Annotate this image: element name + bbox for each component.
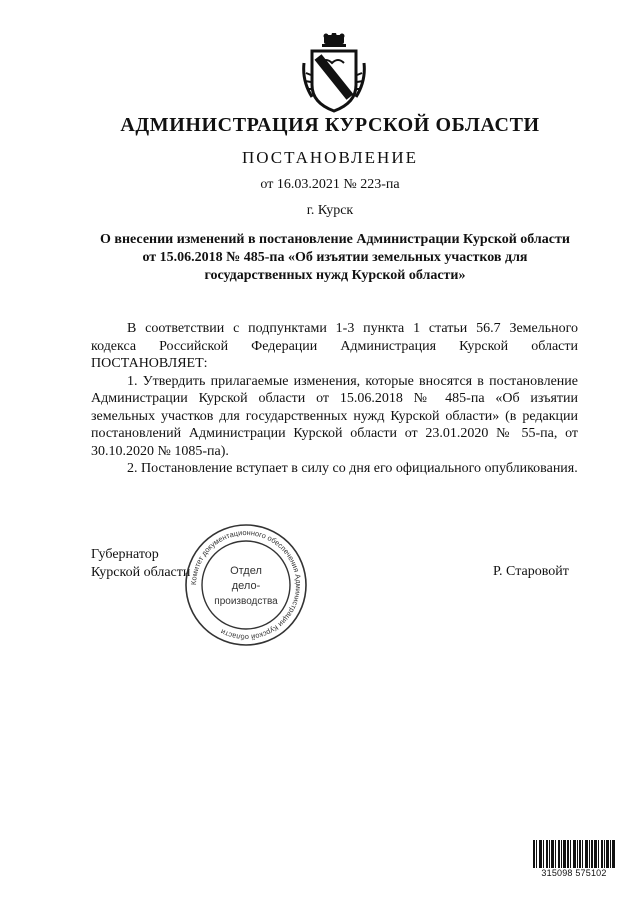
item-1-paragraph: 1. Утвердить прилагаемые изменения, которые вносятся в постановление Администрации Курской области от 15.06.2018 № 485-па «Об изъятии земельных участков для государственных нужд Курской области» (в редакции постановлений Администрации Курской области от 23.01.2020 № 55-па, от 30.10.2020 № 1085-па). bbox=[91, 373, 578, 459]
document-body bbox=[91, 320, 578, 478]
signatory-title-line-1: Губернатор bbox=[91, 547, 159, 562]
document-subject: О внесении изменений в постановление Администрации Курской области от 15.06.2018 № 485-па «Об изъятии земельных участков для государственных нужд Курской области» bbox=[100, 232, 570, 283]
document-number-date: от 16.03.2021 № 223-па bbox=[260, 177, 400, 192]
coat-of-arms-emblem-icon bbox=[302, 33, 366, 113]
signatory-title bbox=[91, 546, 190, 582]
item-2-paragraph: 2. Постановление вступает в силу со дня его официального опубликования. bbox=[127, 461, 578, 476]
signatory-title-line-2: Курской области bbox=[91, 565, 191, 580]
stamp-center-line-2: дело- bbox=[231, 580, 261, 592]
document-city: г. Курск bbox=[306, 203, 354, 218]
stamp-ring-text: Комитет документационного обеспечения Администрации Курской области bbox=[188, 527, 304, 643]
document-type: ПОСТАНОВЛЕНИЕ bbox=[241, 148, 418, 167]
barcode-number: 315098 575102 bbox=[533, 868, 615, 879]
agency-title: АДМИНИСТРАЦИЯ КУРСКОЙ ОБЛАСТИ bbox=[120, 114, 540, 136]
preamble-paragraph: В соответствии с подпунктами 1-3 пункта 1 статьи 56.7 Земельного кодекса Российской Федерации Администрация Курской области ПОСТАНОВЛЯЕТ: bbox=[91, 321, 578, 371]
office-stamp bbox=[183, 522, 309, 648]
stamp-center-line-3: производства bbox=[214, 596, 278, 607]
signatory-name: Р. Старовойт bbox=[493, 564, 569, 579]
stamp-center-line-1: Отдел bbox=[230, 565, 262, 577]
